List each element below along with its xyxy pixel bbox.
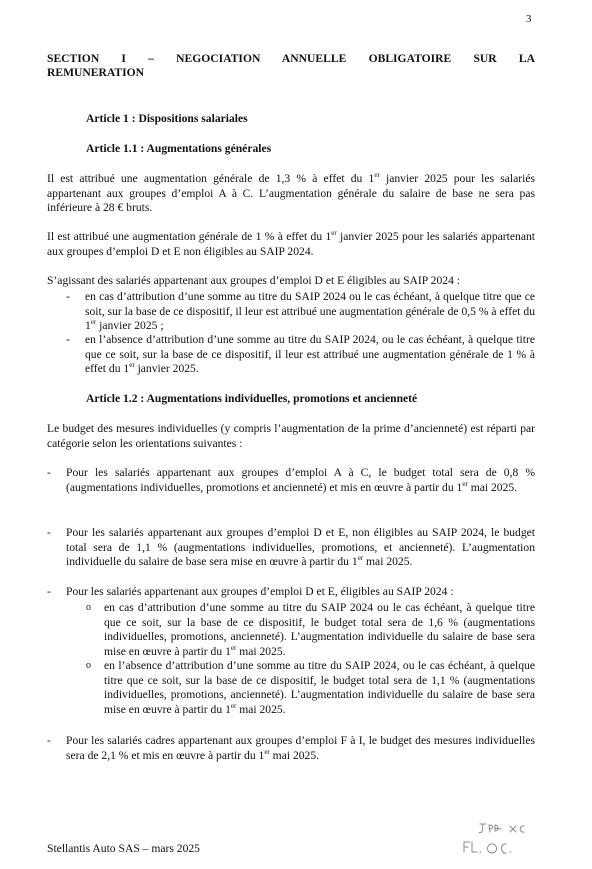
item-dash: -	[47, 734, 51, 747]
item-budget-cadres-f-i: Pour les salariés cadres appartenant aux groupes d’emploi F à I, le budget des mesures individuelles sera de 2,1 % et mis en œuvre à partir du 1er mai 2025.	[66, 734, 535, 762]
subitem-circle: o	[86, 660, 91, 671]
item-budget-d-e-non-eligible: Pour les salariés appartenant aux groupes d’emploi D et E, non éligibles au SAIP 2024, le budget total sera de 1,1 % (augmentations individuelles, promotions, et ancienneté). L’augmentation individuelle du salaire de base sera mise en œuvre à partir du 1er mai 2025.	[66, 526, 535, 568]
bullet-saip-attribution: en cas d’attribution d’une somme au titre du SAIP 2024 ou le cas échéant, à quelque titre que ce soit, sur la base de ce dispositif, il leur est attribué une augmentation générale de 0,5 % à effet du 1er janvier 2025 ;	[85, 290, 535, 332]
footer-company-date: Stellantis Auto SAS – mars 2025	[47, 842, 200, 855]
bullet-dash: -	[66, 290, 70, 303]
paragraph-general-increase-d-e: Il est attribué une augmentation générale de 1 % à effet du 1er janvier 2025 pour les salariés appartenant aux groupes d’emploi D et E non éligibles au SAIP 2024.	[47, 229, 535, 258]
item-dash: -	[47, 585, 51, 598]
section-title: SECTION I – NEGOCIATION ANNUELLE OBLIGATOIRE SUR LA	[47, 52, 535, 65]
item-dash: -	[47, 526, 51, 539]
handwritten-initials	[458, 820, 538, 860]
article-1-title: Article 1 : Dispositions salariales	[86, 112, 248, 125]
subitem-circle: o	[86, 602, 91, 613]
paragraph-saip-intro: S’agissant des salariés appartenant aux groupes d’emploi D et E éligibles au SAIP 2024 :	[47, 274, 460, 287]
page-number: 3	[526, 13, 532, 25]
subitem-saip-absence: en l’absence d’attribution d’une somme au titre du SAIP 2024, ou le cas échéant, à quelque titre que ce soit, sur la base de ce dispositif, le budget total sera de 1,1 % (augmentations individuelles, promotions, ancienneté). L’augmentation individuelle du salaire de base sera mise en œuvre à partir du 1er mai 2025.	[104, 659, 535, 716]
section-title-continuation: REMUNERATION	[47, 66, 145, 79]
article-1-2-title: Article 1.2 : Augmentations individuelles, promotions et ancienneté	[86, 392, 418, 405]
paragraph-individual-budget-intro: Le budget des mesures individuelles (y compris l’augmentation de la prime d’ancienneté) est réparti par catégorie selon les orientations suivantes :	[47, 422, 535, 450]
subitem-saip-attribution: en cas d’attribution d’une somme au titre du SAIP 2024 ou le cas échéant, à quelque titre que ce soit, sur la base de ce dispositif, le budget total sera de 1,6 % (augmentations individuelles, promotions, ancienneté). L’augmentation individuelle du salaire de base sera mise en œuvre à partir du 1er mai 2025.	[104, 601, 535, 658]
article-1-1-title: Article 1.1 : Augmentations générales	[86, 142, 272, 155]
bullet-dash: -	[66, 333, 70, 346]
item-budget-d-e-eligible: Pour les salariés appartenant aux groupes d’emploi D et E, éligibles au SAIP 2024 :	[66, 585, 454, 598]
item-dash: -	[47, 466, 51, 479]
paragraph-general-increase-a-c: Il est attribué une augmentation générale de 1,3 % à effet du 1er janvier 2025 pour les salariés appartenant aux groupes d’emploi A à C. L’augmentation générale du salaire de base ne sera pas inférieure à 28 € bruts.	[47, 171, 535, 214]
bullet-saip-absence: en l’absence d’attribution d’une somme au titre du SAIP 2024, ou le cas échéant, à quelque titre que ce soit, sur la base de ce dispositif, il leur est attribué une augmentation générale de 1 % à effet du 1er janvier 2025.	[85, 333, 535, 375]
item-budget-a-c: Pour les salariés appartenant aux groupes d’emploi A à C, le budget total sera de 0,8 % (augmentations individuelles, promotions et ancienneté) et mis en œuvre à partir du 1er mai 2025.	[66, 466, 535, 494]
